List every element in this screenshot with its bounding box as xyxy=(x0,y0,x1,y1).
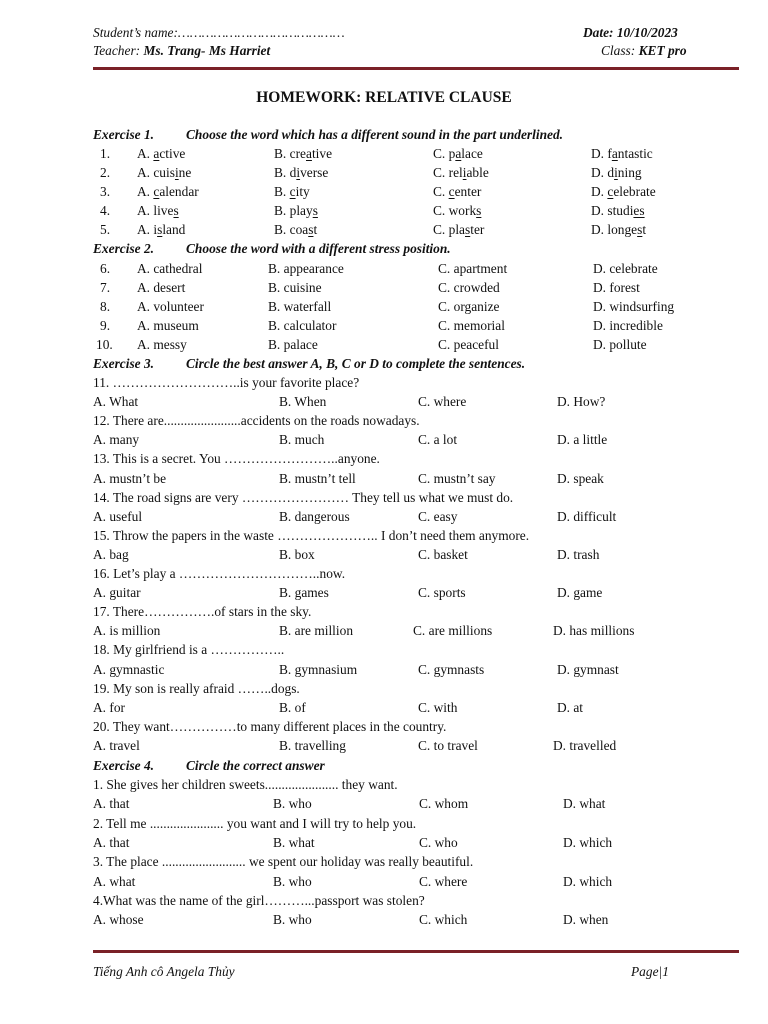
option-c: C. where xyxy=(419,873,468,889)
option-c xyxy=(433,184,481,200)
option-b: B. are million xyxy=(279,623,354,639)
option-b: B. of xyxy=(279,699,306,715)
exercise2-row xyxy=(0,280,768,299)
option-d: D. gymnast xyxy=(557,661,619,677)
option-b: B. calculator xyxy=(268,318,337,334)
option-c xyxy=(433,165,489,181)
option-b-part: t xyxy=(313,222,318,238)
exercise3-options xyxy=(0,509,768,528)
option-a: A. gymnastic xyxy=(93,661,165,677)
option-b: B. what xyxy=(273,834,315,850)
option-c: C. sports xyxy=(418,585,466,601)
class-field xyxy=(601,43,687,59)
question-number: 4. xyxy=(100,203,111,219)
question-text: 2. Tell me ...................... you want and I will try to help you. xyxy=(93,815,417,831)
option-b: B. who xyxy=(273,873,312,889)
exercise4-question xyxy=(0,816,768,835)
exercise1-row xyxy=(0,184,768,203)
option-a-part: A. live xyxy=(137,203,174,219)
class-label: Class: xyxy=(601,43,636,58)
question-text: 17. There…………….of stars in the sky. xyxy=(93,604,312,620)
option-d-part: D. f xyxy=(591,146,612,161)
option-a: A. travel xyxy=(93,737,140,753)
exercise2-row xyxy=(0,299,768,318)
option-b-part: ity xyxy=(295,184,310,200)
option-d xyxy=(591,165,642,181)
option-c-part: C. p xyxy=(433,146,456,161)
question-text: 11. ………………………..is your favorite place? xyxy=(93,375,360,390)
option-b: B. mustn’t tell xyxy=(279,470,356,486)
exercise4-question xyxy=(0,893,768,912)
exercise2-name: Exercise 2. xyxy=(93,241,154,256)
option-a-part: A. xyxy=(137,184,154,200)
exercise2-instruction: Choose the word with a different stress position. xyxy=(186,241,451,256)
question-number: 1. xyxy=(100,146,111,161)
exercise3-options xyxy=(0,394,768,413)
option-c: C. organize xyxy=(438,299,500,315)
question-number: 7. xyxy=(100,280,111,296)
option-c-underlined: i xyxy=(462,165,467,181)
option-d-underlined: a xyxy=(611,146,618,161)
date-value: 10/10/2023 xyxy=(616,25,678,40)
option-c: C. who xyxy=(419,834,458,850)
option-b-underlined: a xyxy=(305,146,312,161)
option-d: D. when xyxy=(563,912,609,928)
exercise1-instruction: Choose the word which has a different sound in the part underlined. xyxy=(186,127,564,142)
option-a xyxy=(137,184,199,200)
question-number: 6. xyxy=(100,261,111,276)
question-text: 12. There are.......................accidents on the roads nowadays. xyxy=(93,413,420,429)
option-a xyxy=(137,165,191,181)
option-c-part: lace xyxy=(461,146,483,161)
student-name-dots: …………………………………… xyxy=(177,25,345,40)
option-a-part: land xyxy=(162,222,186,238)
option-a: A. cathedral xyxy=(137,261,203,276)
option-c: C. where xyxy=(418,394,467,410)
option-d-underlined: c xyxy=(607,184,614,200)
option-b xyxy=(274,222,317,238)
option-c-part: enter xyxy=(454,184,482,200)
option-a xyxy=(137,222,185,238)
option-c-underlined: s xyxy=(465,222,471,238)
exercise4-options xyxy=(0,912,768,931)
option-d: D. which xyxy=(563,834,613,850)
option-c-underlined: s xyxy=(476,203,482,219)
option-b: B. waterfall xyxy=(268,299,332,315)
option-a: A. guitar xyxy=(93,585,141,601)
student-name-label: Student’s name: xyxy=(93,25,178,40)
option-b: B. who xyxy=(273,796,312,812)
option-c-part: C. work xyxy=(433,203,477,219)
option-c: C. a lot xyxy=(418,432,458,448)
option-a: A. messy xyxy=(137,337,187,353)
page-label: Page| xyxy=(631,964,663,979)
option-a: A. that xyxy=(93,796,130,812)
exercise3-options xyxy=(0,547,768,566)
option-c-underlined: a xyxy=(455,146,462,161)
option-b xyxy=(274,146,332,162)
option-b: B. dangerous xyxy=(279,508,350,524)
option-a-underlined: c xyxy=(153,184,160,200)
exercise3-question xyxy=(0,642,768,661)
option-c xyxy=(433,203,481,219)
option-c-part: C. xyxy=(433,184,449,200)
exercise3-options xyxy=(0,738,768,757)
option-a-part: ctive xyxy=(159,146,186,161)
option-a-underlined: a xyxy=(153,146,160,161)
exercise4-options xyxy=(0,874,768,893)
option-d: D. difficult xyxy=(557,508,617,524)
teacher-field xyxy=(93,43,270,59)
exercise3-question xyxy=(0,451,768,470)
option-a: A. What xyxy=(93,394,139,410)
option-c-part: C. pla xyxy=(433,222,465,238)
option-b xyxy=(274,203,318,219)
option-d xyxy=(591,146,653,162)
exercise4-question xyxy=(0,777,768,796)
option-c: C. to travel xyxy=(418,737,478,753)
option-d xyxy=(591,203,645,219)
exercise4-options xyxy=(0,796,768,815)
question-number: 10. xyxy=(96,337,113,353)
option-a-underlined: i xyxy=(174,165,179,181)
option-b: B. When xyxy=(279,394,327,410)
page-number-value: 1 xyxy=(662,964,669,979)
question-text: 13. This is a secret. You ……………………..anyone. xyxy=(93,451,380,467)
option-d: D. forest xyxy=(593,280,640,296)
exercise1-row xyxy=(0,203,768,222)
option-b xyxy=(274,184,310,200)
exercise3-question xyxy=(0,719,768,738)
option-a: A. whose xyxy=(93,912,144,928)
option-c: C. basket xyxy=(418,546,468,562)
question-number: 8. xyxy=(100,299,111,315)
exercise4-instruction: Circle the correct answer xyxy=(186,758,325,773)
option-c: C. easy xyxy=(418,508,458,524)
option-b-part: B. d xyxy=(274,165,297,181)
option-c: C. with xyxy=(418,699,458,715)
option-b-underlined: s xyxy=(308,222,314,238)
option-a: A. what xyxy=(93,873,136,889)
option-d-part: D. studi xyxy=(591,203,634,219)
option-b-part: B. cre xyxy=(274,146,306,161)
option-b-underlined: i xyxy=(296,165,301,181)
option-a: A. bag xyxy=(93,546,129,562)
class-value: KET pro xyxy=(638,43,687,58)
option-c: C. whom xyxy=(419,796,469,812)
option-d-part: ntastic xyxy=(617,146,653,161)
exercise2-heading xyxy=(93,241,451,257)
page-title: HOMEWORK: RELATIVE CLAUSE xyxy=(256,89,512,106)
option-c: C. peaceful xyxy=(438,337,499,353)
exercise3-question xyxy=(0,604,768,623)
option-d: D. pollute xyxy=(593,337,647,353)
option-a: A. for xyxy=(93,699,125,715)
exercise3-question xyxy=(0,490,768,509)
exercise3-instruction: Circle the best answer A, B, C or D to complete the sentences. xyxy=(186,356,526,371)
exercise4-heading xyxy=(93,758,325,774)
option-b: B. box xyxy=(279,546,315,562)
option-b: B. games xyxy=(279,585,329,601)
option-b: B. who xyxy=(273,912,312,928)
option-d: D. windsurfing xyxy=(593,299,675,315)
option-b-part: B. xyxy=(274,184,290,200)
exercise3-heading xyxy=(93,356,525,372)
option-a: A. that xyxy=(93,834,130,850)
question-number: 5. xyxy=(100,222,111,238)
option-b: B. gymnasium xyxy=(279,661,358,677)
question-text: 19. My son is really afraid ……..dogs. xyxy=(93,680,300,696)
option-c xyxy=(433,222,484,238)
option-c-part: C. rel xyxy=(433,165,463,181)
option-c: C. are millions xyxy=(413,623,493,639)
option-a-part: alendar xyxy=(159,184,199,200)
option-a-underlined: s xyxy=(173,203,179,219)
option-c: C. which xyxy=(419,912,468,928)
exercise1-row xyxy=(0,222,768,241)
option-b xyxy=(274,165,328,181)
option-b: B. cuisine xyxy=(268,280,322,296)
option-a: A. museum xyxy=(137,318,199,334)
option-b-part: verse xyxy=(300,165,329,181)
option-a-part: A. xyxy=(137,146,154,161)
exercise3-options xyxy=(0,471,768,490)
exercise1-heading xyxy=(93,127,563,143)
option-c-underlined: c xyxy=(448,184,455,200)
option-d-underlined: i xyxy=(614,165,618,181)
teacher-label: Teacher: xyxy=(93,43,141,58)
exercise4-options xyxy=(0,835,768,854)
question-text: 14. The road signs are very …………………… They tell us what we must do. xyxy=(93,489,514,505)
question-number: 2. xyxy=(100,165,111,181)
option-d: D. celebrate xyxy=(593,261,658,276)
exercise1-name: Exercise 1. xyxy=(93,127,154,142)
option-c xyxy=(433,146,483,162)
option-c: C. memorial xyxy=(438,318,505,334)
option-a: A. useful xyxy=(93,508,143,524)
question-text: 15. Throw the papers in the waste ………………….. I don’t need them anymore. xyxy=(93,527,530,543)
option-d-part: t xyxy=(642,222,647,238)
exercise2-row xyxy=(0,261,768,280)
exercise3-options xyxy=(0,623,768,642)
option-a: A. is million xyxy=(93,623,161,639)
exercise3-options xyxy=(0,432,768,451)
option-b-part: tive xyxy=(311,146,333,161)
header-divider xyxy=(93,67,739,70)
option-b-part: B. play xyxy=(274,203,313,219)
option-b-underlined: c xyxy=(289,184,296,200)
option-a: A. mustn’t be xyxy=(93,470,167,486)
exercise3-name: Exercise 3. xyxy=(93,356,154,371)
option-d xyxy=(591,222,646,238)
option-d-part: elebrate xyxy=(613,184,656,200)
teacher-value: Ms. Trang- Ms Harriet xyxy=(143,43,271,58)
option-a-underlined: s xyxy=(157,222,163,238)
exercise4-name: Exercise 4. xyxy=(93,758,154,773)
option-c: C. gymnasts xyxy=(418,661,485,677)
option-d xyxy=(591,184,656,200)
option-d: D. which xyxy=(563,873,613,889)
exercise3-options xyxy=(0,662,768,681)
question-text: 3. The place ......................... we spent our holiday was really beautiful. xyxy=(93,854,474,870)
option-d: D. travelled xyxy=(553,737,617,753)
date-label: Date: xyxy=(583,25,614,40)
question-text: 1. She gives her children sweets...................... they want. xyxy=(93,777,398,792)
option-b: B. appearance xyxy=(268,261,344,276)
exercise1-row xyxy=(0,165,768,184)
option-b: B. palace xyxy=(268,337,318,353)
option-d: D. a little xyxy=(557,432,608,448)
exercise3-question xyxy=(0,528,768,547)
option-a xyxy=(137,146,185,162)
option-c: C. crowded xyxy=(438,280,500,296)
option-a: A. desert xyxy=(137,280,186,296)
option-a: A. volunteer xyxy=(137,299,204,315)
question-number: 9. xyxy=(100,318,111,334)
option-d: D. How? xyxy=(557,394,606,410)
question-text: 4.What was the name of the girl………...passport was stolen? xyxy=(93,892,425,908)
option-d: D. trash xyxy=(557,546,600,562)
option-d-underlined: es xyxy=(633,203,645,219)
option-b-underlined: s xyxy=(312,203,318,219)
option-d: D. game xyxy=(557,585,603,601)
option-b: B. travelling xyxy=(279,737,346,753)
option-d: D. incredible xyxy=(593,318,663,334)
exercise3-question xyxy=(0,681,768,700)
exercise2-row xyxy=(0,318,768,337)
exercise3-options xyxy=(0,585,768,604)
option-c-part: able xyxy=(466,165,489,181)
exercise4-question xyxy=(0,854,768,873)
exercise3-question xyxy=(0,375,768,394)
option-d-part: ning xyxy=(617,165,642,181)
question-text: 20. They want……………to many different places in the country. xyxy=(93,718,447,734)
option-a-part: A. i xyxy=(137,222,158,238)
question-text: 16. Let’s play a …………………………..now. xyxy=(93,566,346,581)
date-field xyxy=(583,25,678,41)
option-c: C. mustn’t say xyxy=(418,470,496,486)
option-a-part: A. cuis xyxy=(137,165,175,181)
option-d-part: D. d xyxy=(591,165,615,181)
question-number: 3. xyxy=(100,184,111,200)
footer-credit: Tiếng Anh cô Angela Thủy xyxy=(93,964,235,979)
question-text: 18. My girlfriend is a …………….. xyxy=(93,642,285,658)
option-b-part: B. coa xyxy=(274,222,309,238)
exercise1-row xyxy=(0,146,768,165)
option-d: D. at xyxy=(557,699,584,715)
student-name-field xyxy=(93,25,345,41)
option-a xyxy=(137,203,179,219)
option-d-underlined: s xyxy=(637,222,643,238)
option-a: A. many xyxy=(93,432,140,448)
option-d: D. what xyxy=(563,796,606,812)
option-d-part: D. longe xyxy=(591,222,638,238)
exercise3-question xyxy=(0,566,768,585)
page-number xyxy=(631,964,669,980)
exercise3-options xyxy=(0,700,768,719)
footer-divider xyxy=(93,950,739,953)
option-d-part: D. xyxy=(591,184,608,200)
option-a-part: ne xyxy=(178,165,192,181)
exercise2-row xyxy=(0,337,768,356)
option-d: D. speak xyxy=(557,470,604,486)
option-c: C. apartment xyxy=(438,261,508,276)
option-b: B. much xyxy=(279,432,325,448)
exercise3-question xyxy=(0,413,768,432)
option-c-part: ter xyxy=(470,222,485,238)
option-d: D. has millions xyxy=(553,623,635,639)
